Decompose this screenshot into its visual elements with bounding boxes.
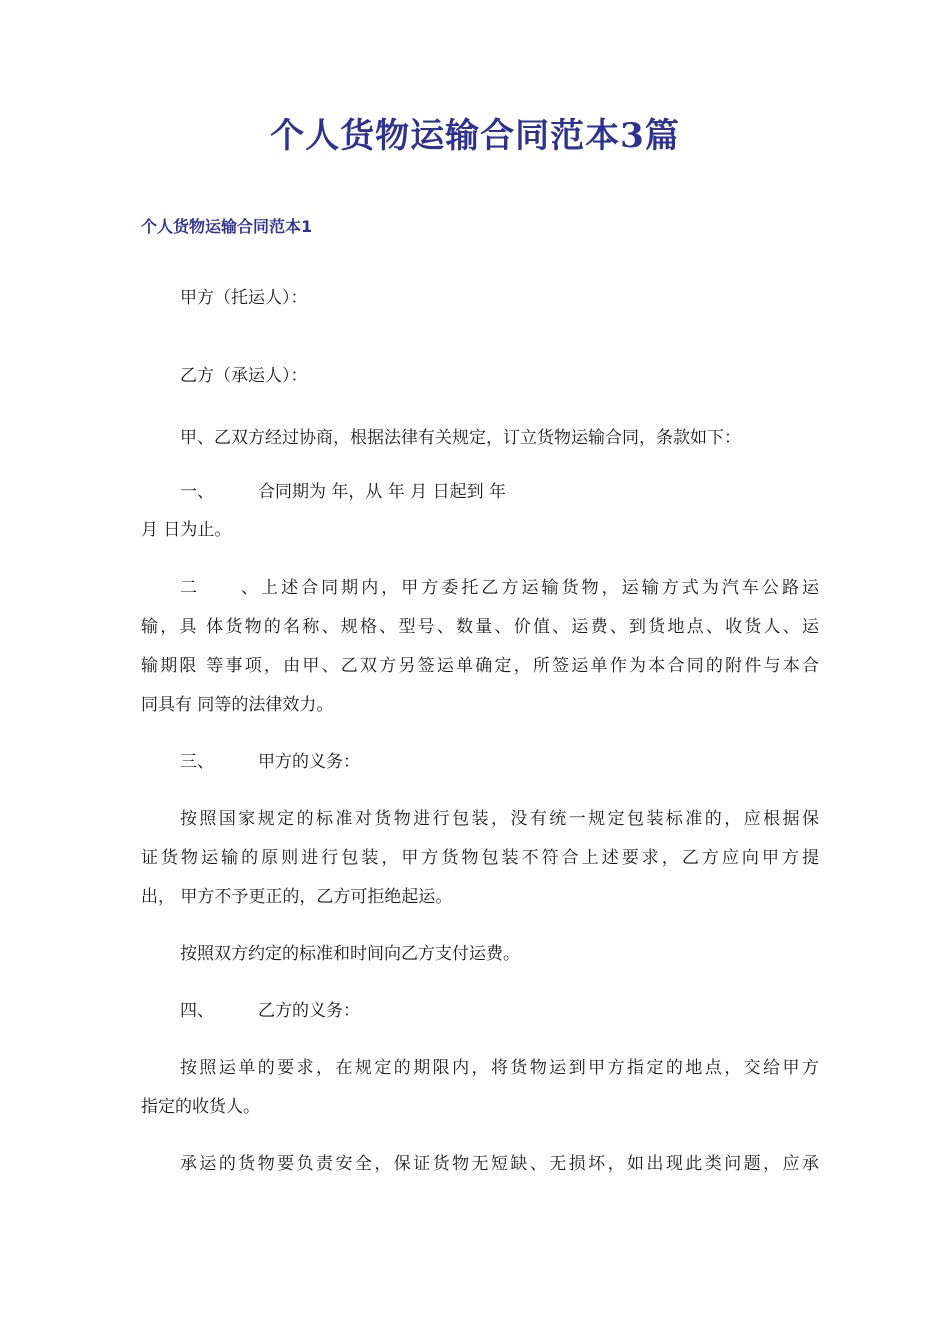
clause-1-continuation: 月 日为止。 [141, 520, 232, 540]
para-4a-line-1: 按照运单的要求，在规定的期限内，将货物运到甲方指定的地点，交给甲方 [180, 1058, 819, 1078]
clause-text: 合同期为 年，从 年 月 日起到 年 [258, 482, 507, 502]
clause-number: 二、 [180, 578, 258, 598]
para-3b: 按照双方约定的标准和时间向乙方支付运费。 [180, 944, 520, 964]
document-title: 个人货物运输合同范本3篇 [270, 116, 680, 156]
clause-text: 甲方的义务： [258, 752, 360, 772]
para-4b-line-1: 承运的货物要负责安全，保证货物无短缺、无损坏，如出现此类问题，应承 [180, 1154, 819, 1174]
clause-number: 一、 [180, 482, 214, 502]
para-3a-line-1: 按照国家规定的标准对货物进行包装，没有统一规定包装标准的，应根据保 [180, 809, 819, 829]
clause-2-line-1 [180, 576, 819, 600]
clause-text: 上述合同期内，甲方委托乙方运输货物，运输方式为汽车公路运 [258, 578, 819, 598]
clause-text: 乙方的义务： [258, 1001, 360, 1021]
para-4a-line-2: 指定的收货人。 [141, 1097, 260, 1117]
para-3a-line-2: 证货物运输的原则进行包装，甲方货物包装不符合上述要求，乙方应向甲方提 [141, 848, 819, 868]
party-b-line: 乙方（承运人）： [180, 366, 308, 386]
clause-1 [180, 480, 506, 504]
clause-number: 三、 [180, 752, 214, 772]
clause-4 [180, 999, 360, 1023]
clause-number: 四、 [180, 1001, 214, 1021]
party-a-line: 甲方（托运人）： [180, 288, 308, 308]
para-3a-line-3: 出， 甲方不予更正的，乙方可拒绝起运。 [141, 887, 453, 907]
clause-2-line-2: 输，具 体货物的名称、规格、型号、数量、价值、运费、到货地点、收货人、运 [141, 617, 819, 637]
intro-paragraph: 甲、乙双方经过协商，根据法律有关规定，订立货物运输合同，条款如下： [180, 428, 741, 448]
section-heading: 个人货物运输合同范本1 [141, 217, 313, 236]
clause-2-line-3: 输期限 等事项，由甲、乙双方另签运单确定，所签运单作为本合同的附件与本合 [141, 656, 819, 676]
clause-2-line-4: 同具有 同等的法律效力。 [141, 695, 334, 715]
clause-3 [180, 750, 360, 774]
